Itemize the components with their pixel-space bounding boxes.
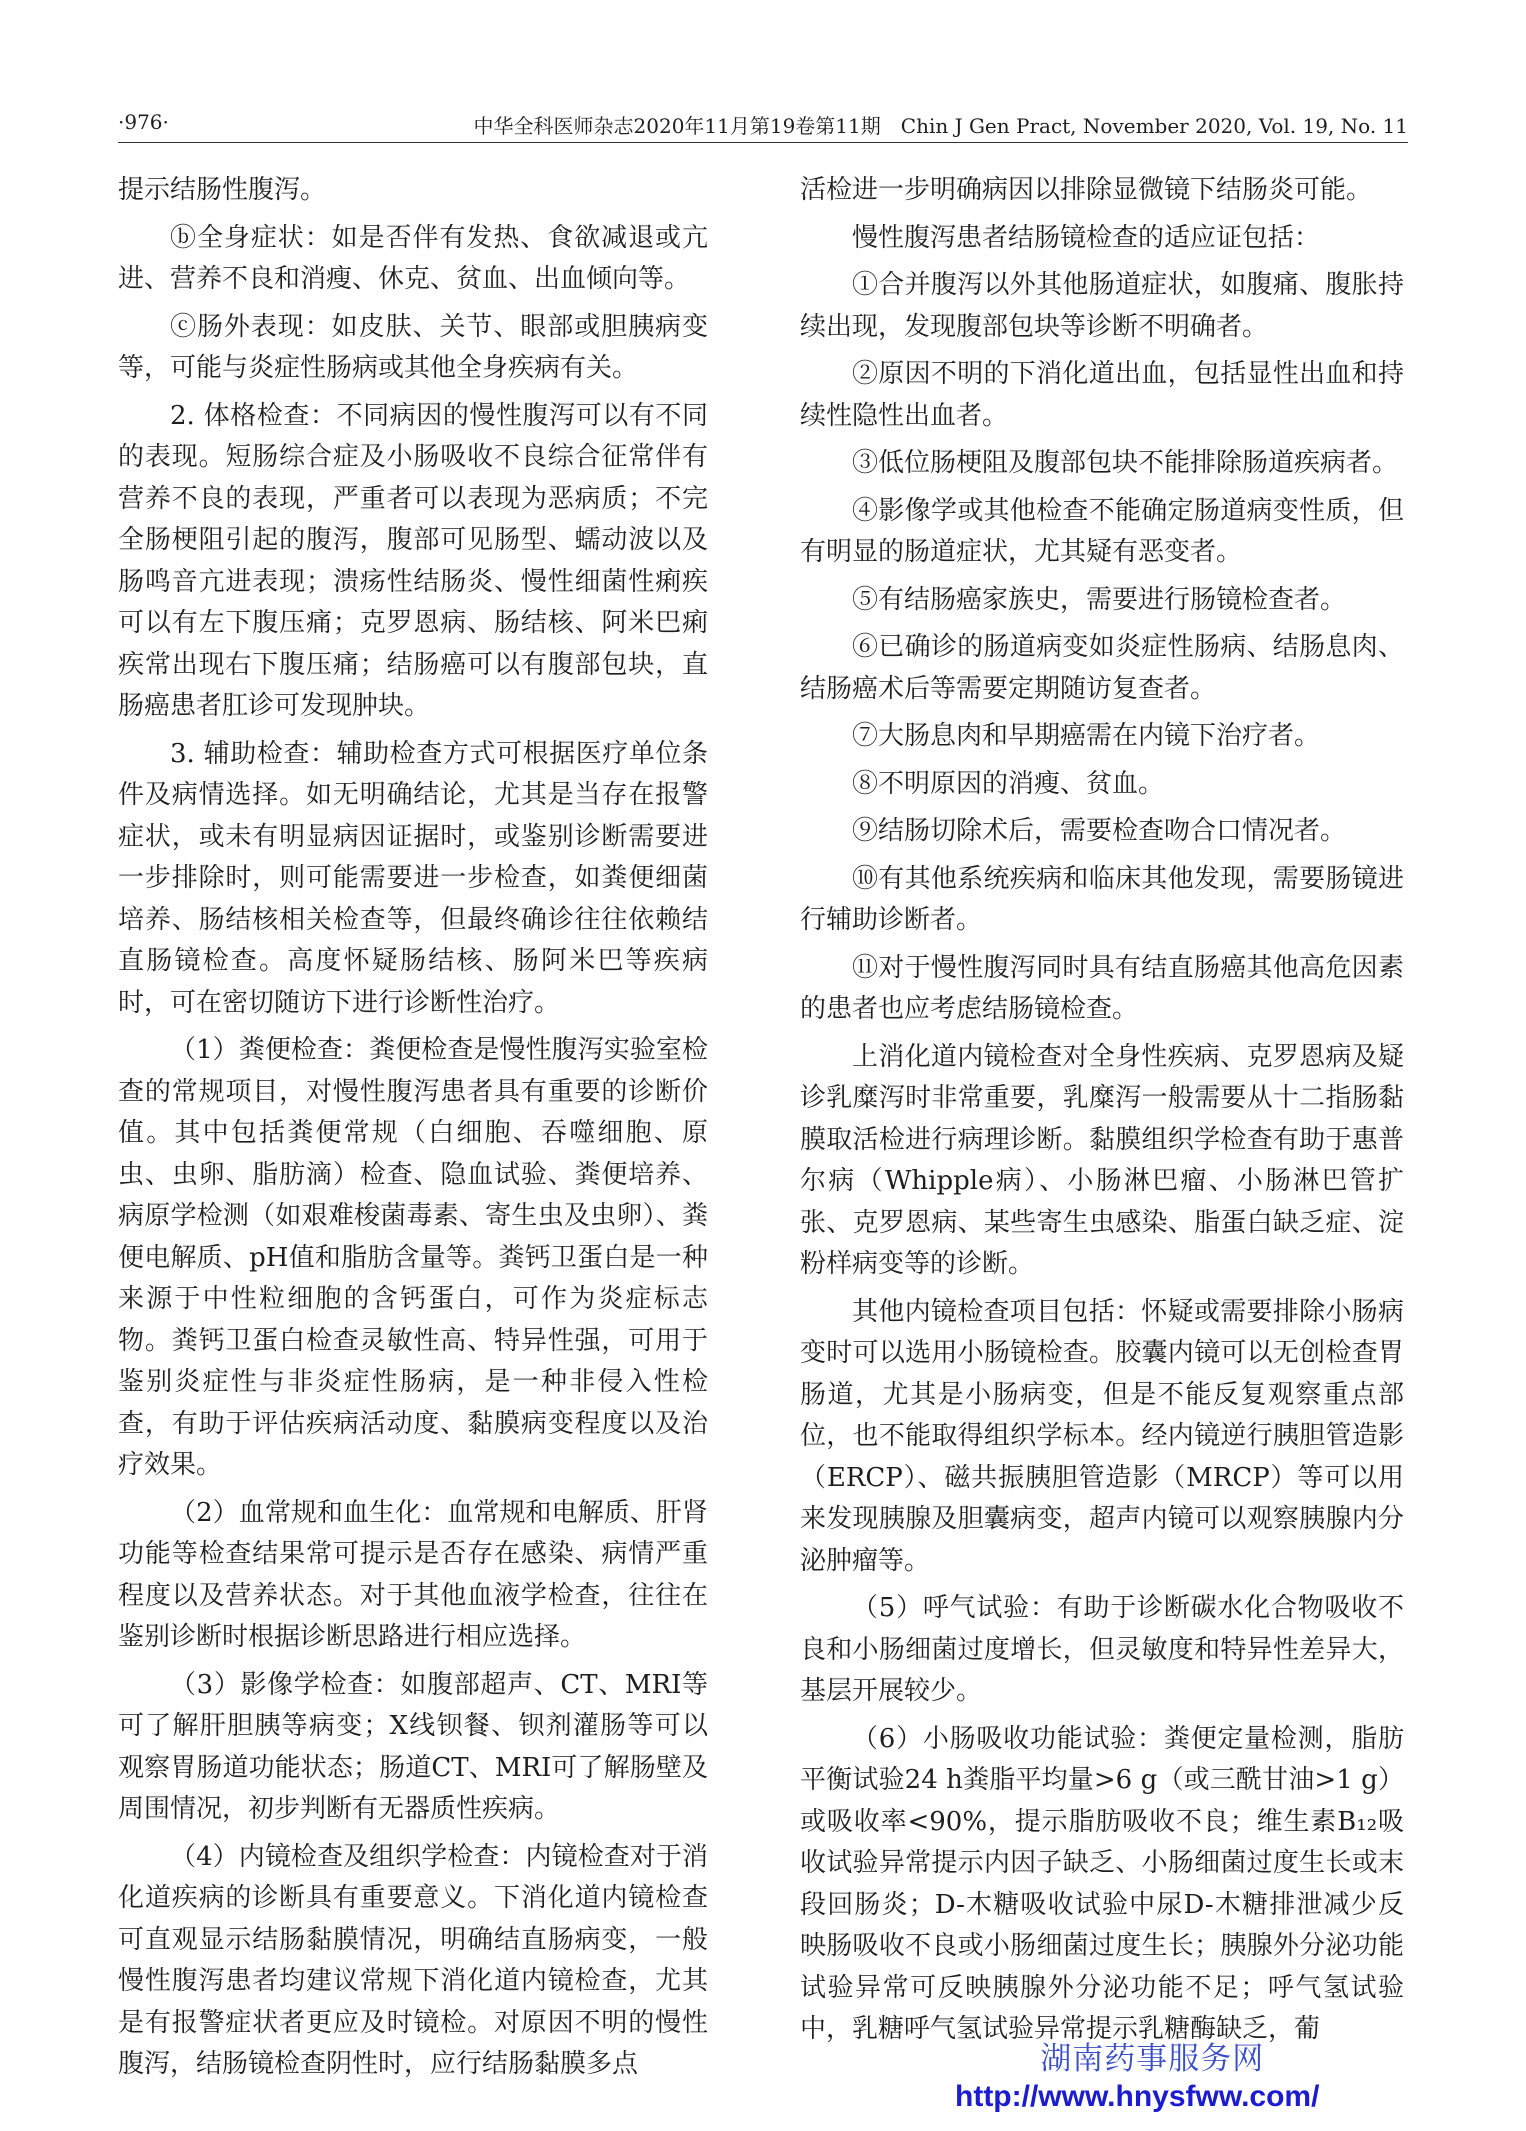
paragraph: 其他内镜检查项目包括：怀疑或需要排除小肠病变时可以选用小肠镜检查。胶囊内镜可以无创检查胃肠道，尤其是小肠病变，但是不能反复观察重点部位，也不能取得组织学标本。经内镜逆行胰胆管造影（ERCP）、磁共振胰胆管造影（MRCP）等可以用来发现胰腺及胆囊病变，超声内镜可以观察胰腺内分泌肿瘤等。	[800, 1296, 1404, 1576]
watermark	[955, 2040, 1320, 2116]
paragraph: ①合并腹泻以外其他肠道症状，如腹痛、腹胀持续出现，发现腹部包块等诊断不明确者。	[800, 270, 1404, 342]
paragraph: ⑧不明原因的消瘦、贫血。	[852, 768, 1165, 799]
paragraph: ⓑ全身症状：如是否伴有发热、食欲减退或亢进、营养不良和消瘦、休克、贫血、出血倾向等。	[118, 222, 708, 294]
paragraph: （4）内镜检查及组织学检查：内镜检查对于消化道疾病的诊断具有重要意义。下消化道内镜检查可直观显示结肠黏膜情况，明确结直肠病变，一般慢性腹泻患者均建议常规下消化道内镜检查，尤其是有报警症状者更应及时镜检。对原因不明的慢性腹泻，结肠镜检查阴性时，应行结肠黏膜多点	[118, 1841, 708, 2079]
paragraph: ⑨结肠切除术后，需要检查吻合口情况者。	[852, 816, 1347, 846]
paragraph: （3）影像学检查：如腹部超声、CT、MRI等可了解肝胆胰等病变；X线钡餐、钡剂灌肠等可以观察胃肠道功能状态；肠道CT、MRI可了解肠壁及周围情况，初步判断有无器质性疾病。	[118, 1669, 708, 1824]
page-header	[118, 108, 1408, 143]
paragraph: ⑤有结肠癌家族史，需要进行肠镜检查者。	[852, 584, 1347, 615]
paragraph: ⑦大肠息肉和早期癌需在内镜下治疗者。	[852, 721, 1321, 751]
left-column	[118, 170, 708, 2092]
watermark-url[interactable]: http://www.hnysfww.com/	[955, 2080, 1320, 2113]
paragraph: （6）小肠吸收功能试验：粪便定量检测，脂肪平衡试验24 h粪脂平均量>6 g（或三酰甘油>1 g）或吸收率<90%，提示脂肪吸收不良；维生素B₁₂吸收试验异常提示内因子缺乏、小肠细菌过度生长或末段回肠炎；D-木糖吸收试验中尿D-木糖排泄减少反映肠吸收不良或小肠细菌过度生长；胰腺外分泌功能试验异常可反映胰腺外分泌功能不足；呼气氢试验中，乳糖呼气氢试验异常提示乳糖酶缺乏，葡	[800, 1723, 1404, 2044]
watermark-title: 湖南药事服务网	[1040, 2041, 1265, 2077]
paragraph: （2）血常规和血生化：血常规和电解质、肝肾功能等检查结果常可提示是否存在感染、病情严重程度以及营养状态。对于其他血液学检查，往往在鉴别诊断时根据诊断思路进行相应选择。	[118, 1497, 708, 1652]
paragraph: 慢性腹泻患者结肠镜检查的适应证包括：	[852, 222, 1321, 253]
paragraph: ⑥已确诊的肠道病变如炎症性肠病、结肠息肉、结肠癌术后等需要定期随访复查者。	[800, 632, 1404, 704]
paragraph: （5）呼气试验：有助于诊断碳水化合物吸收不良和小肠细菌过度增长，但灵敏度和特异性差异大，基层开展较少。	[800, 1593, 1404, 1706]
paragraph: 2. 体格检查：不同病因的慢性腹泻可以有不同的表现。短肠综合症及小肠吸收不良综合征常伴有营养不良的表现，严重者可以表现为恶病质；不完全肠梗阻引起的腹泻，腹部可见肠型、蠕动波以及肠鸣音亢进表现；溃疡性结肠炎、慢性细菌性痢疾可以有左下腹压痛；克罗恩病、肠结核、阿米巴痢疾常出现右下腹压痛；结肠癌可以有腹部包块，直肠癌患者肛诊可发现肿块。	[118, 400, 708, 721]
paragraph: ⑪对于慢性腹泻同时具有结直肠癌其他高危因素的患者也应考虑结肠镜检查。	[800, 952, 1404, 1024]
paragraph: ④影像学或其他检查不能确定肠道病变性质，但有明显的肠道症状，尤其疑有恶变者。	[800, 495, 1404, 567]
paragraph: ③低位肠梗阻及腹部包块不能排除肠道疾病者。	[852, 448, 1399, 478]
right-column	[800, 170, 1404, 2057]
paragraph: 3. 辅助检查：辅助检查方式可根据医疗单位条件及病情选择。如无明确结论，尤其是当存在报警症状，或未有明显病因证据时，或鉴别诊断需要进一步排除时，则可能需要进一步检查，如粪便细菌培养、肠结核相关检查等，但最终确诊往往依赖结直肠镜检查。高度怀疑肠结核、肠阿米巴等疾病时，可在密切随访下进行诊断性治疗。	[118, 738, 708, 1018]
paragraph: ⑩有其他系统疾病和临床其他发现，需要肠镜进行辅助诊断者。	[800, 863, 1404, 935]
paragraph: 提示结肠性腹泻。	[118, 175, 327, 205]
paragraph: （1）粪便检查：粪便检查是慢性腹泻实验室检查的常规项目，对慢性腹泻患者具有重要的诊断价值。其中包括粪便常规（白细胞、吞噬细胞、原虫、虫卵、脂肪滴）检查、隐血试验、粪便培养、病原学检测（如艰难梭菌毒素、寄生虫及虫卵）、粪便电解质、pH值和脂肪含量等。粪钙卫蛋白是一种来源于中性粒细胞的含钙蛋白，可作为炎症标志物。粪钙卫蛋白检查灵敏性高、特异性强，可用于鉴别炎症性与非炎症性肠病，是一种非侵入性检查，有助于评估疾病活动度、黏膜病变程度以及治疗效果。	[118, 1035, 708, 1480]
page-number: ·976·	[118, 110, 169, 134]
paragraph: 活检进一步明确病因以排除显微镜下结肠炎可能。	[800, 175, 1373, 205]
paragraph: ⓒ肠外表现：如皮肤、关节、眼部或胆胰病变等，可能与炎症性肠病或其他全身疾病有关。	[118, 311, 708, 383]
running-head: 中华全科医师杂志2020年11月第19卷第11期 Chin J Gen Pract, November 2020, Vol. 19, No. 11	[473, 114, 1408, 138]
paragraph: ②原因不明的下消化道出血，包括显性出血和持续性隐性出血者。	[800, 359, 1404, 431]
paragraph: 上消化道内镜检查对全身性疾病、克罗恩病及疑诊乳糜泻时非常重要，乳糜泻一般需要从十二指肠黏膜取活检进行病理诊断。黏膜组织学检查有助于惠普尔病（Whipple病）、小肠淋巴瘤、小肠淋巴管扩张、克罗恩病、某些寄生虫感染、脂蛋白缺乏症、淀粉样病变等的诊断。	[800, 1041, 1404, 1279]
